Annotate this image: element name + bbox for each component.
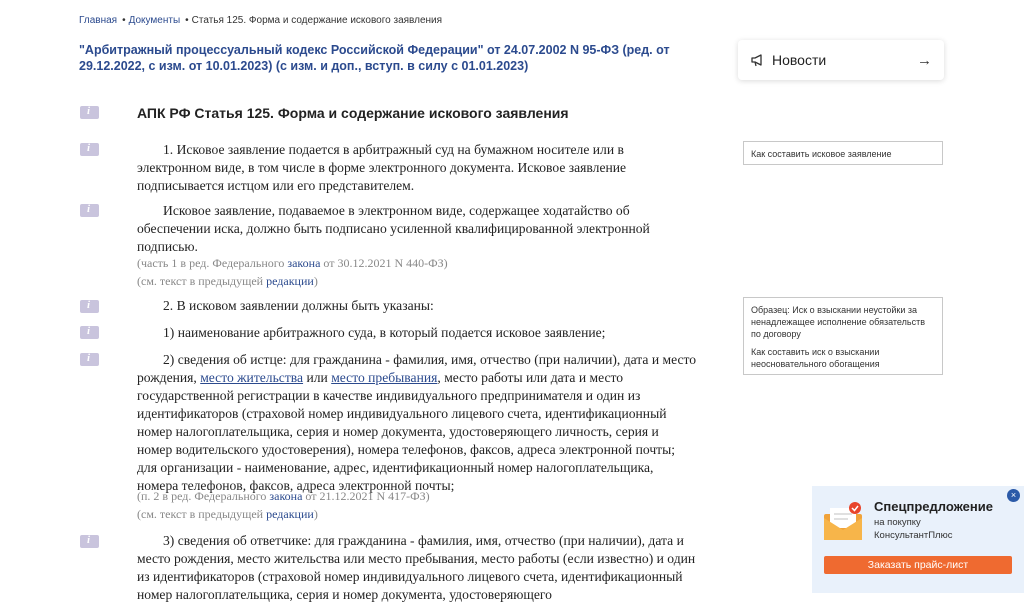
- close-icon[interactable]: ×: [1007, 489, 1020, 502]
- breadcrumb-documents[interactable]: Документы: [128, 15, 181, 26]
- breadcrumb-current: Статья 125. Форма и содержание искового заявления: [191, 15, 443, 26]
- paragraph-part1: 1. Исковое заявление подается в арбитражный суд на бумажном носителе или в электронном виде, в том числе в форме электронного документа. Исковое заявление подписывается истцом или его представителем.: [137, 142, 627, 193]
- breadcrumb: [79, 15, 442, 26]
- previous-edition-note: (см. текст в предыдущей редакции): [137, 507, 318, 521]
- paragraph-item1: 1) наименование арбитражного суда, в который подается исковое заявление;: [163, 325, 606, 340]
- promo-title: Спецпредложение: [874, 499, 993, 514]
- side-related-box: [743, 297, 943, 375]
- paragraph-part2: 2. В исковом заявлении должны быть указаны:: [163, 298, 434, 313]
- stay-place-link[interactable]: место пребывания: [331, 370, 438, 385]
- special-offer-banner: [812, 486, 1024, 593]
- residence-link[interactable]: место жительства: [200, 370, 304, 385]
- amendment-note: (часть 1 в ред. Федерального закона от 30.12.2021 N 440-ФЗ): [137, 256, 448, 270]
- info-marker-icon[interactable]: [80, 326, 99, 339]
- news-label: Новости: [772, 52, 827, 68]
- previous-edition-link[interactable]: редакции: [266, 507, 314, 521]
- info-marker-icon[interactable]: [80, 353, 99, 366]
- paragraph-item2: 2) сведения об истце: для гражданина - фамилия, имя, отчество (при наличии), дата и место рождения, место жительства или место пребывания, место работы или дата и место государственной регистрации в качестве индивидуального предпринимателя и один из идентификаторов (страховой номер индивидуального лицевого счета, идентификационный номер налогоплательщика, серия и номер документа, удостоверяющего личность, серия и номер водительского удостоверения), номера телефонов, факсов, адреса электронной почты; для организации - наименование, адрес, идентификационный номер налогоплательщика, номера телефонов, факсов, адреса электронной почты;: [137, 352, 697, 493]
- order-price-list-button[interactable]: Заказать прайс-лист: [824, 556, 1012, 574]
- article-heading: АПК РФ Статья 125. Форма и содержание искового заявления: [137, 105, 569, 121]
- envelope-icon: [822, 500, 864, 542]
- promo-subtitle: КонсультантПлюс: [874, 530, 953, 541]
- breadcrumb-home[interactable]: Главная: [79, 15, 118, 26]
- promo-subtitle: на покупку: [874, 517, 921, 528]
- info-marker-icon[interactable]: [80, 143, 99, 156]
- info-marker-icon[interactable]: [80, 535, 99, 548]
- breadcrumb-separator: •: [122, 15, 126, 26]
- arrow-right-icon: →: [917, 51, 932, 69]
- megaphone-icon: [750, 52, 766, 68]
- side-related-box: [743, 141, 943, 165]
- amendment-note: (п. 2 в ред. Федерального закона от 21.12.2021 N 417-ФЗ): [137, 489, 430, 503]
- news-card[interactable]: [738, 40, 944, 80]
- previous-edition-note: (см. текст в предыдущей редакции): [137, 274, 318, 288]
- law-link[interactable]: закона: [287, 256, 321, 270]
- paragraph-item3: 3) сведения об ответчике: для гражданина - фамилия, имя, отчество (при наличии), дата и место рождения, место жительства или место пребывания, место работы (если известно) и один из идентификаторов (страховой номер индивидуального лицевого счета, идентификационный номер налогоплательщика, серия и номер документа, удостоверяющего: [137, 533, 696, 602]
- paragraph-part1-ext: Исковое заявление, подаваемое в электронном виде, содержащее ходатайство об обеспечении иска, должно быть подписано усиленной квалифицированной электронной подписью.: [137, 203, 650, 254]
- previous-edition-link[interactable]: редакции: [266, 274, 314, 288]
- side-link-sample-penalty[interactable]: Образец: Иск о взыскании неустойки за ненадлежащее исполнение обязательств по договору: [751, 305, 925, 339]
- law-link[interactable]: закона: [269, 489, 303, 503]
- info-marker-icon[interactable]: [80, 106, 99, 119]
- side-link-how-to-claim[interactable]: Как составить исковое заявление: [751, 149, 892, 159]
- info-marker-icon[interactable]: [80, 204, 99, 217]
- breadcrumb-separator: •: [185, 15, 189, 26]
- info-marker-icon[interactable]: [80, 300, 99, 313]
- document-title-link[interactable]: "Арбитражный процессуальный кодекс Российской Федерации" от 24.07.2002 N 95-ФЗ (ред. от 29.12.2022, с изм. от 10.01.2023) (с изм. и доп., вступ. в силу с 01.01.2023): [79, 43, 670, 73]
- side-link-unjust-enrichment[interactable]: Как составить иск о взыскании неосновательного обогащения: [751, 347, 880, 369]
